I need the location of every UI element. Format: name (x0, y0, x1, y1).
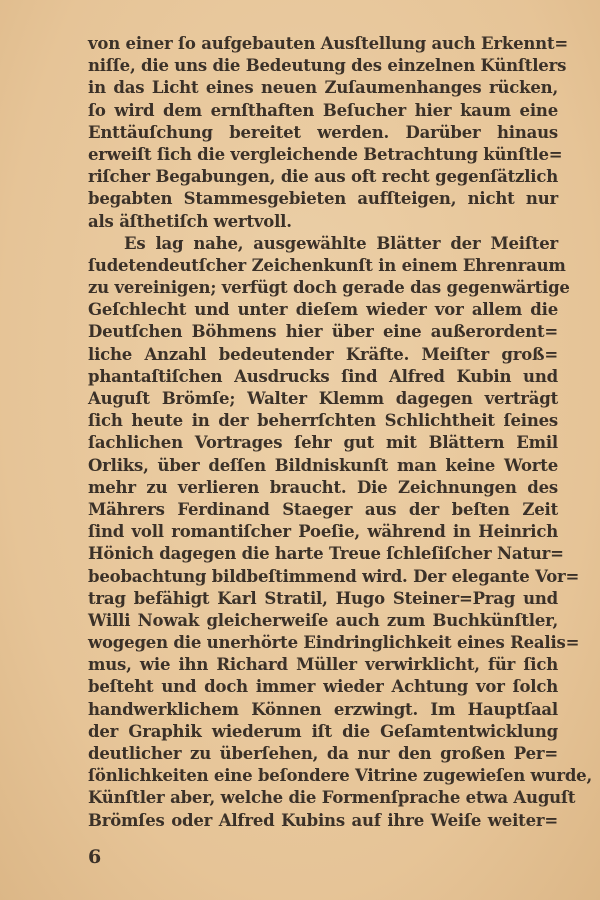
text-line: Künſtler aber, welche die Formenſprache etwa Auguſt (88, 788, 576, 808)
text-line: ſind voll romantiſcher Poeſie, während in Heinrich (88, 522, 558, 542)
text-line: ſachlichen Vortrages ſehr gut mit Blättern Emil (88, 433, 558, 453)
text-line: Geſchlecht und unter dieſem wieder vor allem die (88, 300, 558, 320)
text-line: zu vereinigen; verfügt doch gerade das gegenwärtige (88, 278, 570, 298)
text-line: Hönich dagegen die harte Treue ſchleſiſcher Natur= (88, 544, 564, 564)
text-line: handwerklichem Können erzwingt. Im Hauptſaal (88, 699, 558, 719)
page-number: 6 (88, 846, 102, 868)
text-line: ſudetendeutſcher Zeichenkunſt in einem Ehrenraum (88, 255, 566, 275)
text-line: begabten Stammesgebieten aufſteigen, nicht nur (88, 189, 558, 209)
text-line: ſo wird dem ernſthaften Beſucher hier kaum eine (88, 100, 558, 120)
text-line: beſteht und doch immer wieder Achtung vor ſolch (88, 677, 558, 697)
text-line: Es lag nahe, ausgewählte Blätter der Meiſter (124, 233, 558, 253)
text-line: als äſthetiſch wertvoll. (88, 211, 292, 231)
text-line: deutlicher zu überſehen, da nur den großen Per= (88, 744, 558, 763)
text-line: riſcher Begabungen, die aus oft recht gegenſätzlich (88, 167, 558, 187)
text-line: Willi Nowak gleicherweiſe auch zum Buchkünſtler, (88, 610, 558, 630)
text-line: phantaſtiſchen Ausdrucks ſind Alfred Kubin und (88, 366, 558, 386)
text-line: mus, wie ihn Richard Müller verwirklicht, für ſich (88, 655, 558, 675)
text-line: in das Licht eines neuen Zuſaumenhanges rücken, (88, 78, 558, 98)
text-line: liche Anzahl bedeutender Kräfte. Meiſter groß= (88, 344, 558, 364)
text-line: erweiſt ſich die vergleichende Betrachtung künſtle= (88, 144, 563, 164)
text-line: Brömſes oder Alfred Kubins auf ihre Weiſe weiter= (88, 810, 558, 830)
text-line: ſönlichkeiten eine beſondere Vitrine zugewieſen wurde, (88, 766, 593, 786)
text-line: von einer ſo aufgebauten Ausſtellung auch Erkennt= (88, 34, 569, 53)
text-line: ſich heute in der beherrſchten Schlichtheit ſeines (88, 411, 558, 431)
text-line: trag befähigt Karl Stratil, Hugo Steiner=Prag und (88, 588, 558, 608)
text-line: der Graphik wiederum iſt die Geſamtentwicklung (88, 721, 558, 741)
text-line: Enttäuſchung bereitet werden. Darüber hinaus (88, 122, 558, 142)
text-line: Orliks, über deſſen Bildniskunſt man keine Worte (88, 455, 558, 475)
text-line: beobachtung bildbeſtimmend wird. Der elegante Vor= (88, 566, 580, 586)
body-text (88, 33, 593, 832)
text-line: Deutſchen Böhmens hier über eine außerordent= (88, 322, 558, 342)
text-line: mehr zu verlieren braucht. Die Zeichnungen des (88, 477, 558, 497)
text-line: niſſe, die uns die Bedeutung des einzelnen Künſtlers (88, 56, 567, 76)
text-line: Mährers Ferdinand Staeger aus der beſten Zeit (88, 499, 558, 519)
text-line: Auguſt Brömſe; Walter Klemm dagegen verträgt (88, 389, 558, 408)
text-line: wogegen die unerhörte Eindringlichkeit eines Realis= (88, 633, 580, 653)
